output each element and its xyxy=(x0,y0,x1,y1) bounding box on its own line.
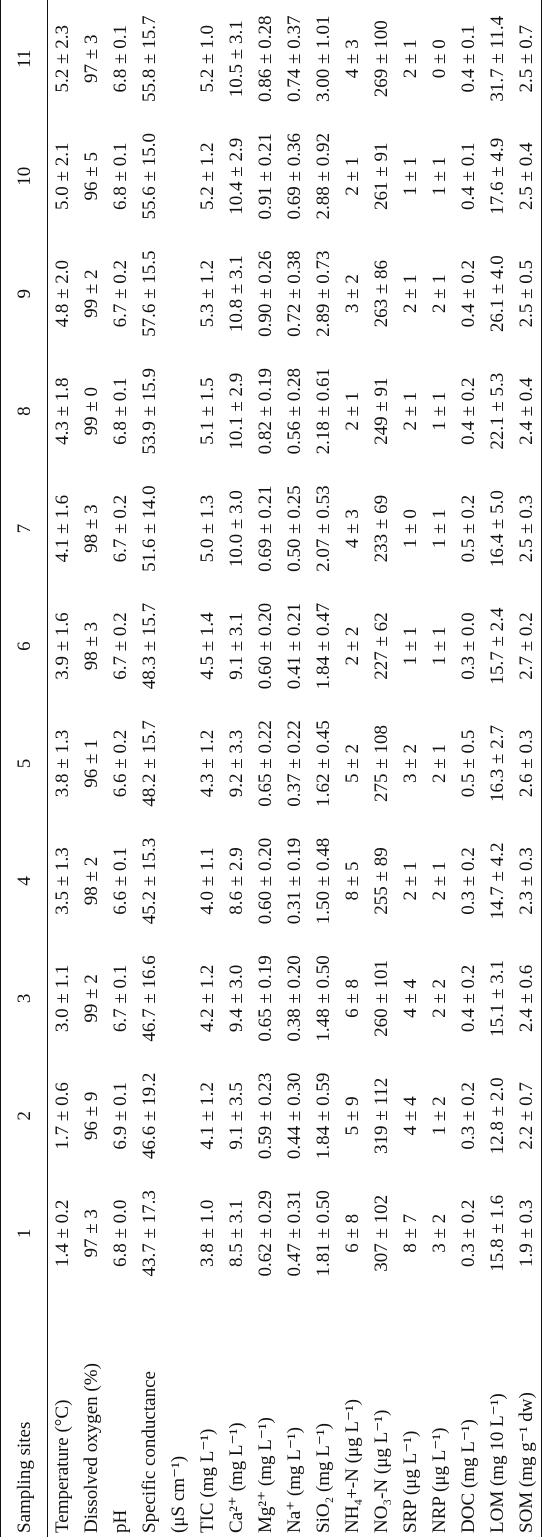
table-cell: 2.7 ± 0.2 xyxy=(512,587,542,704)
table-cell: 8 ± 7 xyxy=(400,1213,421,1253)
table-cell: 6.7 ± 0.2 xyxy=(110,494,131,563)
table-cell: 0.60 ± 0.20 xyxy=(255,602,276,690)
table-cell: 1 ± 1 xyxy=(400,626,421,666)
table-cell: 2 ± 1 xyxy=(400,274,421,314)
table-cell: 6.7 ± 0.2 xyxy=(110,259,131,328)
table-cell: 1.50 ± 0.48 xyxy=(313,837,334,925)
table-cell: 1.7 ± 0.6 xyxy=(52,1082,73,1150)
table-cell: 0.74 ± 0.37 xyxy=(284,15,305,102)
row-label: SiO₂ (mg L⁻¹) xyxy=(313,1423,334,1533)
column-header-label: Sampling sites xyxy=(1,1292,48,1537)
table-cell: 97 ± 3 xyxy=(81,1209,102,1258)
table-cell: 307 ± 102 xyxy=(371,1194,392,1272)
table-row xyxy=(396,0,425,1537)
row-label: Mg²⁺ (mg L⁻¹) xyxy=(255,1417,276,1533)
table-cell: 46.7 ± 16.6 xyxy=(139,955,160,1042)
table-cell: 15.8 ± 1.6 xyxy=(487,1194,508,1272)
table-cell: 2 ± 1 xyxy=(400,391,421,431)
table-cell: 255 ± 89 xyxy=(371,847,392,915)
table-cell: 4 ± 4 xyxy=(400,978,421,1018)
table-row xyxy=(222,0,251,1537)
column-header-site: 4 xyxy=(1,822,48,939)
table-cell: 1.62 ± 0.45 xyxy=(313,720,334,807)
table-cell: 1.84 ± 0.59 xyxy=(313,1072,334,1160)
row-label: pH xyxy=(110,1509,131,1533)
table-cell: 1 ± 1 xyxy=(429,509,450,549)
table-cell: 4.0 ± 1.1 xyxy=(197,847,218,915)
table-cell: 10.5 ± 3.1 xyxy=(226,20,247,98)
table-cell xyxy=(164,235,193,352)
column-header-site: 10 xyxy=(1,118,48,235)
table-cell xyxy=(164,0,193,118)
column-header-site: 6 xyxy=(1,587,48,704)
table-cell: 6.7 ± 0.1 xyxy=(110,964,131,1033)
row-label: SOM (mg g⁻¹ dw) xyxy=(512,1292,542,1537)
table-row xyxy=(425,0,454,1537)
table-cell: 0 ± 0 xyxy=(429,39,450,79)
table-cell: 98 ± 3 xyxy=(81,504,102,553)
table-row xyxy=(77,0,106,1537)
table-cell: 5.0 ± 1.3 xyxy=(197,494,218,563)
table-cell: 9.2 ± 3.3 xyxy=(226,729,247,798)
table-row xyxy=(48,0,78,1537)
table-cell: 4.5 ± 1.4 xyxy=(197,612,218,680)
table-row xyxy=(193,0,222,1537)
table-cell xyxy=(164,1057,193,1174)
table-cell: 99 ± 0 xyxy=(81,386,102,436)
table-row xyxy=(367,0,396,1537)
table-cell: 43.7 ± 17.3 xyxy=(139,1190,160,1277)
table-cell: 2 ± 2 xyxy=(429,978,450,1018)
table-cell: 2.4 ± 0.6 xyxy=(512,940,542,1057)
table-row xyxy=(309,0,338,1537)
table-cell: 6.6 ± 0.2 xyxy=(110,729,131,798)
table-cell: 96 ± 5 xyxy=(81,152,102,201)
table-cell: 3.8 ± 1.3 xyxy=(52,729,73,798)
table-cell: 6.6 ± 0.1 xyxy=(110,847,131,915)
table-row xyxy=(251,0,280,1537)
table-cell: 275 ± 108 xyxy=(371,725,392,802)
table-cell: 0.31 ± 0.19 xyxy=(284,837,305,925)
table-cell: 3 ± 2 xyxy=(342,274,363,314)
row-label: LOM (mg 10 L⁻¹) xyxy=(487,1393,508,1533)
table-cell: 0.4 ± 0.2 xyxy=(458,259,479,328)
table-cell: 0.65 ± 0.19 xyxy=(255,955,276,1042)
table-cell: 0.44 ± 0.30 xyxy=(284,1072,305,1160)
table-cell: 233 ± 69 xyxy=(371,494,392,563)
table-cell: 3.9 ± 1.6 xyxy=(52,612,73,680)
table-cell: 2 ± 1 xyxy=(400,39,421,79)
table-cell xyxy=(164,470,193,587)
table-cell: 2.4 ± 0.4 xyxy=(512,352,542,469)
table-cell xyxy=(164,587,193,704)
table-cell: 2 ± 1 xyxy=(429,744,450,783)
table-cell: 5 ± 2 xyxy=(342,744,363,783)
table-cell: 0.90 ± 0.26 xyxy=(255,250,276,337)
table-cell: 0.72 ± 0.38 xyxy=(284,250,305,337)
table-cell xyxy=(164,940,193,1057)
table-cell: 6.8 ± 0.1 xyxy=(110,25,131,93)
table-cell: 6 ± 8 xyxy=(342,1213,363,1253)
table-cell: 97 ± 3 xyxy=(81,34,102,83)
row-label: Specific conductance xyxy=(139,1371,160,1533)
table-cell: 0.59 ± 0.23 xyxy=(255,1072,276,1160)
table-cell: 26.1 ± 4.0 xyxy=(487,255,508,333)
table-row xyxy=(512,0,542,1537)
table-cell: 96 ± 1 xyxy=(81,739,102,788)
table-cell: 0.4 ± 0.2 xyxy=(458,377,479,445)
table-row xyxy=(280,0,309,1537)
table-cell: 2.5 ± 0.3 xyxy=(512,470,542,587)
table-cell xyxy=(164,1175,193,1292)
table-cell: 0.5 ± 0.2 xyxy=(458,494,479,563)
table-cell: 1 ± 1 xyxy=(400,156,421,196)
table-cell: 3.5 ± 1.3 xyxy=(52,847,73,915)
table-cell: 16.4 ± 5.0 xyxy=(487,490,508,568)
table-cell: 15.1 ± 3.1 xyxy=(487,959,508,1037)
table-row xyxy=(106,0,135,1537)
table-cell: 2 ± 1 xyxy=(429,861,450,901)
table-row xyxy=(483,0,512,1537)
table-cell: 6.7 ± 0.2 xyxy=(110,612,131,680)
column-header-site: 9 xyxy=(1,235,48,352)
table-cell: 4 ± 4 xyxy=(400,1096,421,1136)
table-cell: 1 ± 1 xyxy=(429,391,450,431)
table-cell: 6.8 ± 0.1 xyxy=(110,142,131,210)
table-cell: 9.1 ± 3.1 xyxy=(226,612,247,680)
table-cell: 4.8 ± 2.0 xyxy=(52,259,73,328)
table-cell: 5.2 ± 2.3 xyxy=(52,25,73,93)
table-cell: 5 ± 9 xyxy=(342,1096,363,1136)
table-cell xyxy=(164,705,193,822)
table-cell: 8.5 ± 3.1 xyxy=(226,1199,247,1268)
table-cell: 51.6 ± 14.0 xyxy=(139,485,160,572)
table-cell: 8.6 ± 2.9 xyxy=(226,847,247,915)
column-header-site: 3 xyxy=(1,940,48,1057)
table-cell: 1.4 ± 0.2 xyxy=(52,1199,73,1268)
table-cell: 1.84 ± 0.47 xyxy=(313,602,334,690)
row-label: NO₃-N (μg L⁻¹) xyxy=(371,1409,392,1533)
table-cell: 0.60 ± 0.20 xyxy=(255,837,276,925)
row-label: NRP (μg L⁻¹) xyxy=(429,1427,450,1533)
row-label: Dissolved oxygen (%) xyxy=(81,1363,102,1533)
table-cell: 98 ± 3 xyxy=(81,621,102,671)
table-cell: 6.8 ± 0.0 xyxy=(110,1199,131,1268)
table-cell: 4.3 ± 1.2 xyxy=(197,729,218,798)
table-cell: 2 ± 1 xyxy=(429,274,450,314)
table-cell: 10.1 ± 2.9 xyxy=(226,372,247,450)
table-cell: 319 ± 112 xyxy=(371,1077,392,1154)
row-label: NH₄+-N (μg L⁻¹) xyxy=(342,1398,363,1533)
table-cell: 5.1 ± 1.5 xyxy=(197,377,218,445)
column-header-site: 2 xyxy=(1,1057,48,1174)
table-row xyxy=(135,0,164,1537)
table-cell: 0.38 ± 0.20 xyxy=(284,955,305,1042)
column-header-site: 11 xyxy=(1,0,48,118)
column-header-site: 1 xyxy=(1,1175,48,1292)
table-cell: 45.2 ± 15.3 xyxy=(139,837,160,925)
table-cell: 4 ± 3 xyxy=(342,509,363,549)
table-body xyxy=(48,0,542,1537)
table-cell: 0.41 ± 0.21 xyxy=(284,602,305,690)
table-cell: 99 ± 2 xyxy=(81,974,102,1023)
table-cell: 1.81 ± 0.50 xyxy=(313,1190,334,1277)
table-cell: 48.3 ± 15.7 xyxy=(139,602,160,690)
table-cell: 1 ± 1 xyxy=(429,626,450,666)
table-cell: 9.4 ± 3.0 xyxy=(226,964,247,1033)
table-cell: 2.3 ± 0.3 xyxy=(512,822,542,939)
row-label: Temperature (°C) xyxy=(52,1399,73,1533)
table-cell: 227 ± 62 xyxy=(371,612,392,680)
table-cell: 1 ± 0 xyxy=(400,509,421,549)
table-cell: 2 ± 2 xyxy=(342,626,363,666)
table-cell: 0.47 ± 0.31 xyxy=(284,1190,305,1277)
table-cell: 6.8 ± 0.1 xyxy=(110,377,131,445)
table-cell: 22.1 ± 5.3 xyxy=(487,372,508,450)
table-cell: 3.8 ± 1.0 xyxy=(197,1199,218,1268)
table-cell: 0.4 ± 0.2 xyxy=(458,964,479,1033)
table-cell: 2.5 ± 0.4 xyxy=(512,118,542,235)
table-cell: 0.86 ± 0.28 xyxy=(255,15,276,102)
table-cell: 2.18 ± 0.61 xyxy=(313,367,334,455)
table-cell: 99 ± 2 xyxy=(81,269,102,318)
table-cell: 14.7 ± 4.2 xyxy=(487,842,508,920)
table-cell: 0.91 ± 0.21 xyxy=(255,133,276,220)
table-cell: 0.5 ± 0.5 xyxy=(458,729,479,798)
table-cell: 55.8 ± 15.7 xyxy=(139,15,160,102)
table-cell: 2.89 ± 0.73 xyxy=(313,250,334,337)
table-cell: 0.3 ± 0.2 xyxy=(458,1082,479,1150)
table-cell: 0.3 ± 0.2 xyxy=(458,847,479,915)
table-cell: 5.2 ± 1.0 xyxy=(197,25,218,93)
table-row xyxy=(338,0,367,1537)
table-cell: 17.6 ± 4.9 xyxy=(487,137,508,215)
column-header-site: 5 xyxy=(1,705,48,822)
table-cell: 2.5 ± 0.7 xyxy=(512,0,542,118)
row-label: Na⁺ (mg L⁻¹) xyxy=(284,1427,305,1533)
table-cell: 3 ± 2 xyxy=(400,744,421,783)
table-cell: 12.8 ± 2.0 xyxy=(487,1077,508,1155)
table-cell: 57.6 ± 15.5 xyxy=(139,250,160,337)
table-cell: 31.7 ± 11.4 xyxy=(487,15,508,102)
table-header-row xyxy=(1,0,48,1537)
table-cell: 2.88 ± 0.92 xyxy=(313,133,334,220)
table-cell: 0.50 ± 0.25 xyxy=(284,485,305,572)
table-cell xyxy=(164,822,193,939)
table-cell: 0.37 ± 0.22 xyxy=(284,720,305,807)
table-cell: 2.2 ± 0.7 xyxy=(512,1057,542,1174)
table-cell: 48.2 ± 15.7 xyxy=(139,720,160,807)
table-cell: 6 ± 8 xyxy=(342,978,363,1018)
table-cell: 15.7 ± 2.4 xyxy=(487,607,508,685)
table-cell: 10.8 ± 3.1 xyxy=(226,255,247,333)
table-row xyxy=(454,0,483,1537)
table-cell: 10.4 ± 2.9 xyxy=(226,137,247,215)
table-cell: 0.3 ± 0.2 xyxy=(458,1199,479,1268)
table-cell: 53.9 ± 15.9 xyxy=(139,367,160,455)
table-cell: 2.6 ± 0.3 xyxy=(512,705,542,822)
table-cell: 3 ± 2 xyxy=(429,1213,450,1253)
table-cell: 5.2 ± 1.2 xyxy=(197,142,218,210)
table-cell: 98 ± 2 xyxy=(81,856,102,906)
table-cell: 1 ± 1 xyxy=(429,156,450,196)
table-cell: 46.6 ± 19.2 xyxy=(139,1072,160,1160)
table-cell: 55.6 ± 15.0 xyxy=(139,133,160,220)
table-cell: 249 ± 91 xyxy=(371,377,392,445)
table-cell: 4.1 ± 1.2 xyxy=(197,1082,218,1150)
table-cell: 0.3 ± 0.0 xyxy=(458,612,479,680)
table-cell: 263 ± 86 xyxy=(371,259,392,328)
table-cell: 5.3 ± 1.2 xyxy=(197,259,218,328)
table-cell: 1.9 ± 0.3 xyxy=(512,1175,542,1292)
table-cell xyxy=(164,352,193,469)
table-row xyxy=(164,0,193,1537)
table-cell: 0.56 ± 0.28 xyxy=(284,367,305,455)
column-header-site: 8 xyxy=(1,352,48,469)
table-cell: 8 ± 5 xyxy=(342,861,363,901)
table-cell: 4.1 ± 1.6 xyxy=(52,494,73,563)
table-cell: 0.69 ± 0.36 xyxy=(284,133,305,220)
table-cell: 0.62 ± 0.29 xyxy=(255,1190,276,1277)
table-cell: 0.4 ± 0.1 xyxy=(458,25,479,93)
column-header-site: 7 xyxy=(1,470,48,587)
table-cell: 96 ± 9 xyxy=(81,1091,102,1141)
table-cell: 1.48 ± 0.50 xyxy=(313,955,334,1042)
table-cell: 6.9 ± 0.1 xyxy=(110,1082,131,1150)
table-cell: 0.69 ± 0.21 xyxy=(255,485,276,572)
table-cell: 4 ± 3 xyxy=(342,39,363,79)
table-cell: 2.07 ± 0.53 xyxy=(313,485,334,572)
table-cell: 9.1 ± 3.5 xyxy=(226,1082,247,1150)
table-cell: 2 ± 1 xyxy=(400,861,421,901)
table-cell: 0.82 ± 0.19 xyxy=(255,367,276,455)
table-cell: 269 ± 100 xyxy=(371,20,392,98)
row-label: TIC (mg L⁻¹) xyxy=(197,1428,218,1533)
table-cell: 2.5 ± 0.5 xyxy=(512,235,542,352)
table-cell xyxy=(164,118,193,235)
table-cell: 3.0 ± 1.1 xyxy=(52,964,73,1033)
row-label: Ca²⁺ (mg L⁻¹) xyxy=(226,1422,247,1533)
table-cell: 16.3 ± 2.7 xyxy=(487,725,508,802)
table-cell: 261 ± 91 xyxy=(371,142,392,210)
row-label: SRP (μg L⁻¹) xyxy=(400,1430,421,1533)
table-cell: 260 ± 101 xyxy=(371,959,392,1037)
table-cell: 10.0 ± 3.0 xyxy=(226,490,247,568)
table-cell: 0.4 ± 0.1 xyxy=(458,142,479,210)
table-cell: 0.65 ± 0.22 xyxy=(255,720,276,807)
table-cell: 2 ± 1 xyxy=(342,391,363,431)
table-cell: 3.00 ± 1.01 xyxy=(313,15,334,102)
table-cell: 1 ± 2 xyxy=(429,1096,450,1136)
table-cell: 4.2 ± 1.2 xyxy=(197,964,218,1033)
row-label: DOC (mg L⁻¹) xyxy=(458,1419,479,1533)
table-cell: 4.3 ± 1.8 xyxy=(52,377,73,445)
table-cell: 2 ± 1 xyxy=(342,156,363,196)
row-label: (μS cm⁻¹) xyxy=(168,1455,189,1533)
table-cell: 5.0 ± 2.1 xyxy=(52,142,73,210)
